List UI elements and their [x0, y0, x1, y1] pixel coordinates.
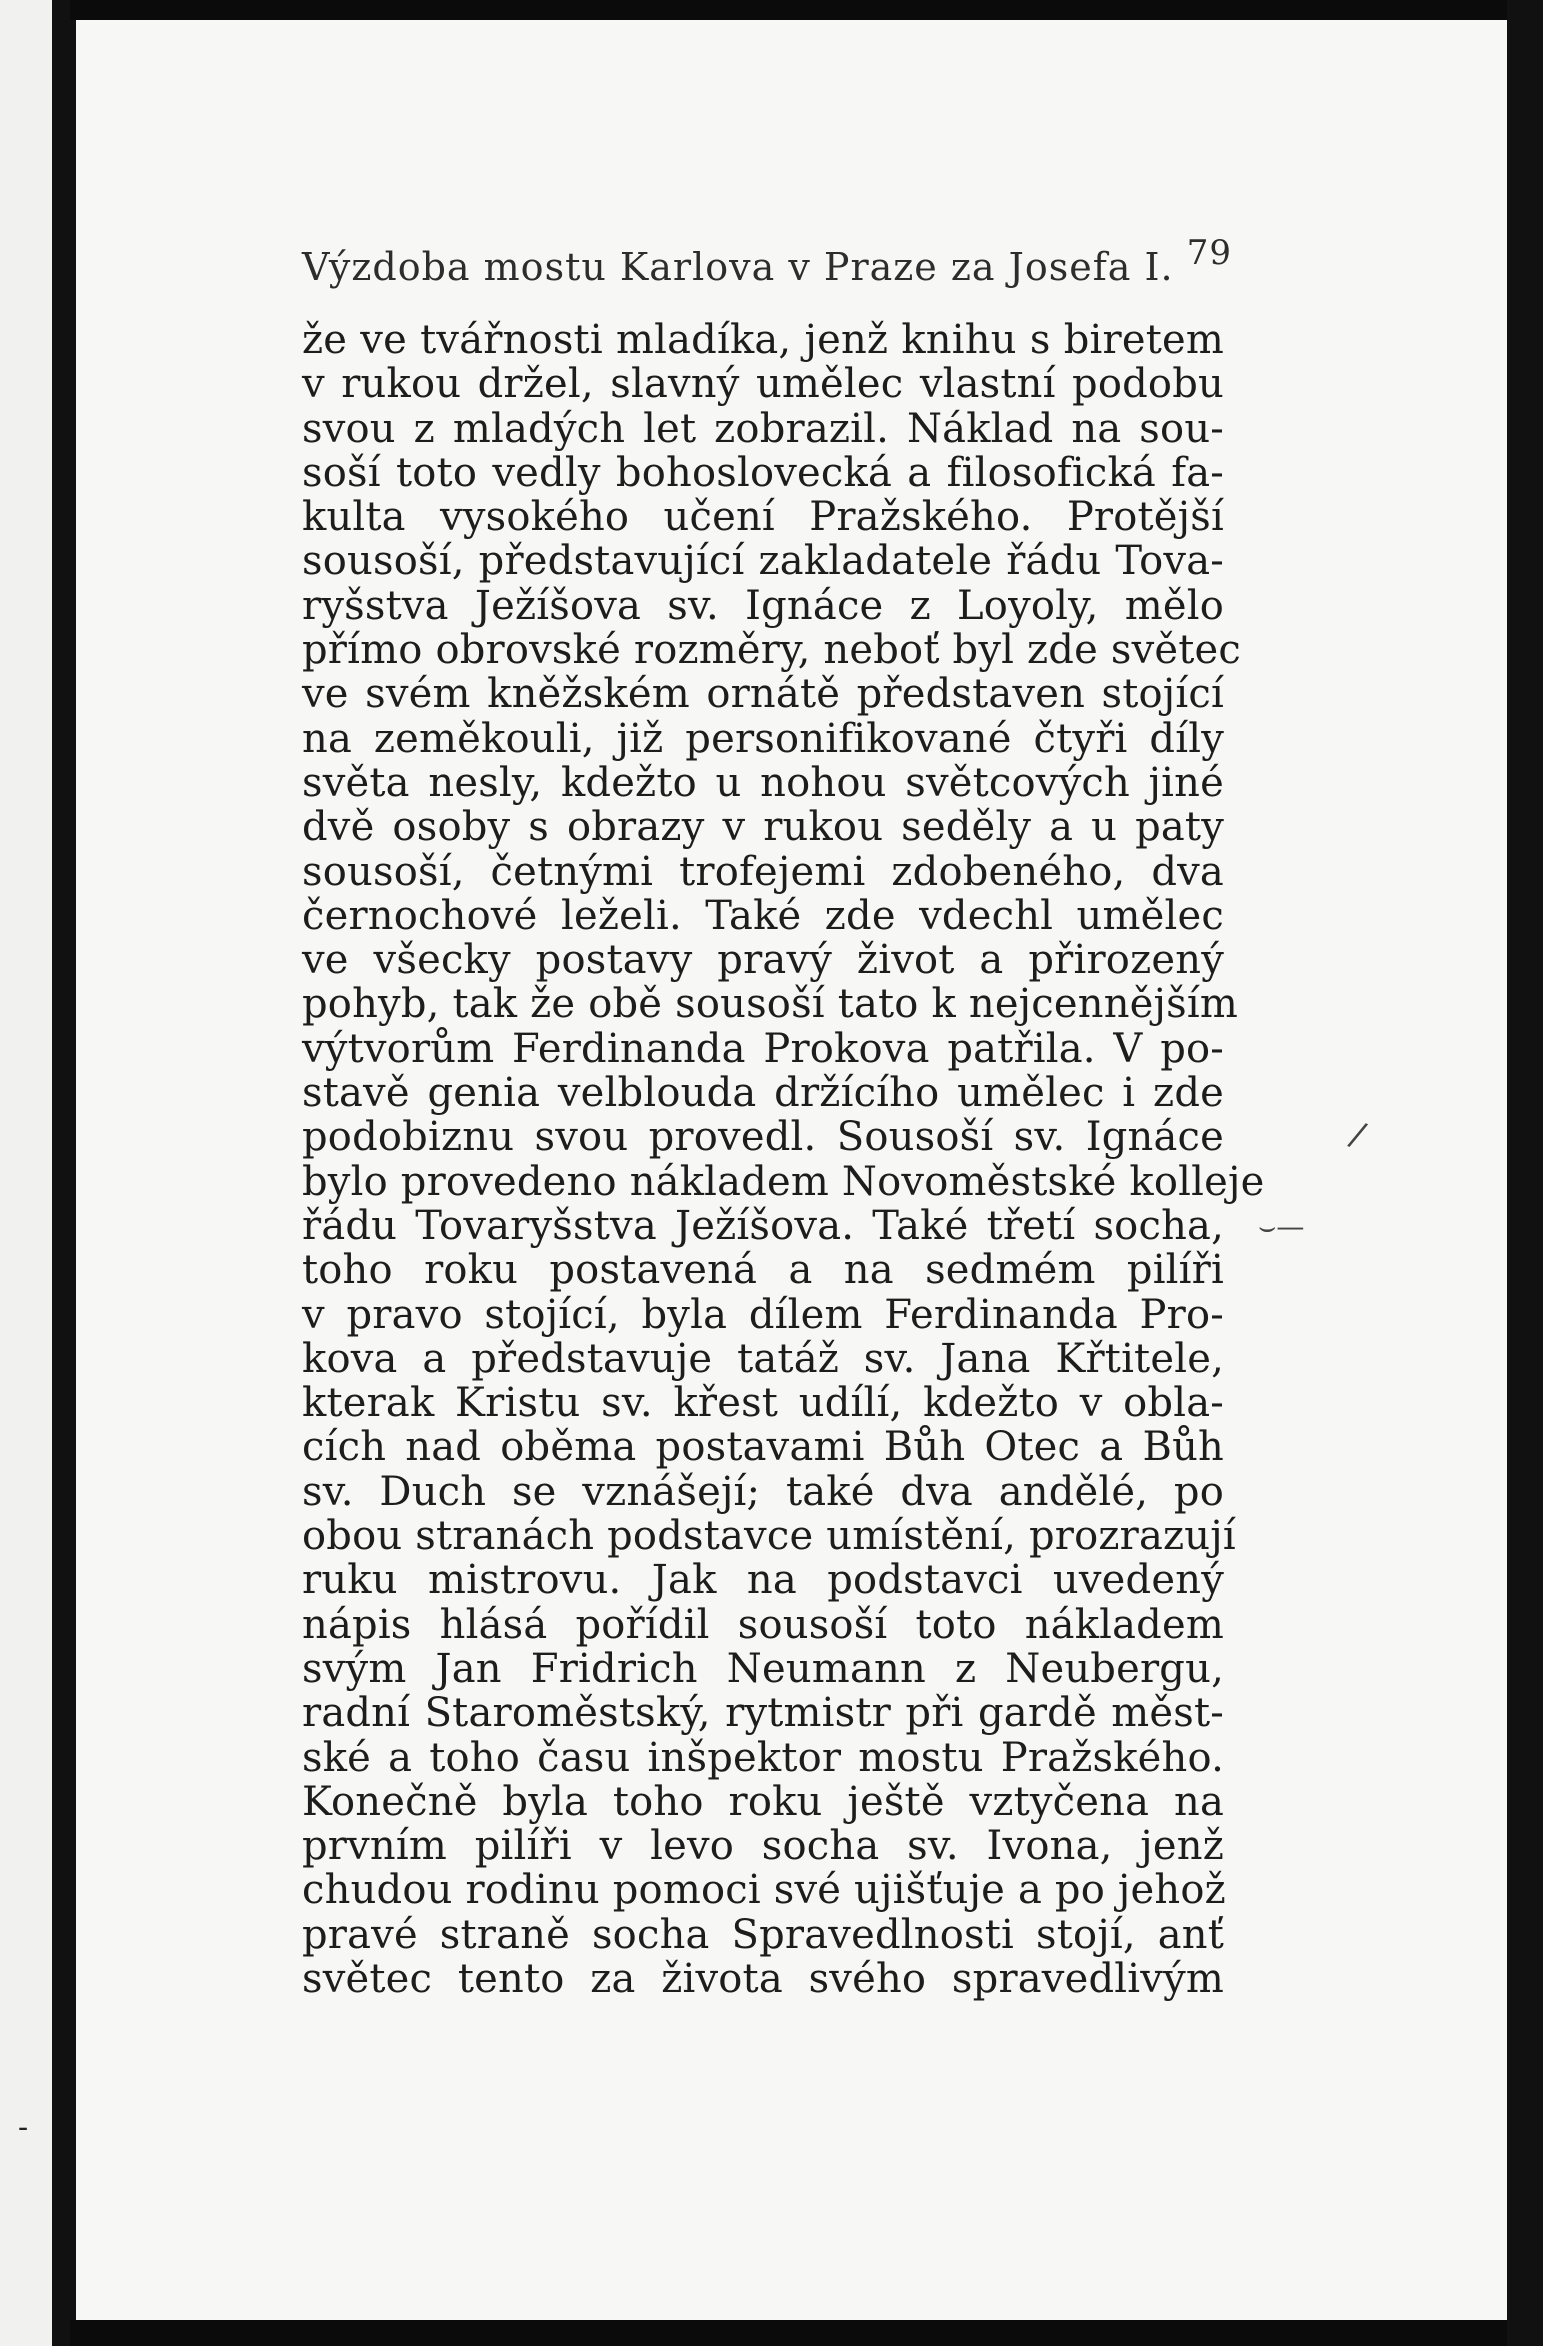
body-text — [302, 317, 1265, 2002]
running-head — [302, 233, 1252, 293]
text-line: kulta vysokého učení Pražského. Protější — [302, 494, 1224, 541]
text-line: kterak Kristu sv. křest udílí, kdežto v obla- — [302, 1380, 1224, 1427]
text-line: dvě osoby s obrazy v rukou seděly a u paty — [302, 804, 1224, 851]
text-line: radní Staroměstský, rytmistr při gardě měst- — [302, 1690, 1224, 1737]
text-line: v rukou držel, slavný umělec vlastní podobu — [302, 361, 1224, 408]
margin-pencil-mark: / — [1344, 1114, 1371, 1156]
text-line: chudou rodinu pomoci své ujišťuje a po jehož — [302, 1867, 1226, 1914]
text-line: v pravo stojící, byla dílem Ferdinanda Pro- — [302, 1291, 1224, 1338]
text-line: cích nad oběma postavami Bůh Otec a Bůh — [302, 1424, 1224, 1471]
text-line: světa nesly, kdežto u nohou světcových jiné — [302, 759, 1224, 806]
text-line: výtvorům Ferdinanda Prokova patřila. V po- — [302, 1025, 1224, 1072]
text-line: stavě genia velblouda držícího umělec i zde — [302, 1070, 1224, 1117]
text-line: řádu Tovaryšstva Ježíšova. Také třetí socha, — [302, 1202, 1224, 1249]
text-line: černochové leželi. Také zde vdechl umělec — [302, 892, 1224, 939]
text-line: kova a představuje tatáž sv. Jana Křtitele, — [302, 1335, 1224, 1382]
text-line: ruku mistrovu. Jak na podstavci uvedený — [302, 1557, 1224, 1604]
margin-pencil-mark: ⌣— — [1258, 1210, 1305, 1243]
page-number: 79 — [1186, 233, 1232, 273]
text-line: že ve tvářnosti mladíka, jenž knihu s biretem — [302, 317, 1224, 363]
edge-mark: ‐ — [18, 2110, 29, 2145]
text-line: Konečně byla toho roku ještě vztyčena na — [302, 1778, 1224, 1825]
text-line: přímo obrovské rozměry, neboť byl zde světec — [302, 627, 1242, 674]
text-line: ské a toho času inšpektor mostu Pražského. — [302, 1734, 1224, 1781]
text-line: sousoší, četnými trofejemi zdobeného, dva — [302, 848, 1224, 895]
text-line: podobiznu svou provedl. Sousoší sv. Ignáce — [302, 1114, 1224, 1161]
text-line: ve všecky postavy pravý život a přirozený — [302, 937, 1224, 984]
text-line: ryšstva Ježíšova sv. Ignáce z Loyoly, mělo — [302, 582, 1224, 629]
text-line: ve svém kněžském ornátě představen stojící — [302, 671, 1224, 718]
text-line: svým Jan Fridrich Neumann z Neubergu, — [302, 1645, 1224, 1692]
text-line: na zeměkouli, již personifikované čtyři díly — [302, 715, 1224, 762]
text-line: nápis hlásá pořídil sousoší toto nákladem — [302, 1601, 1224, 1648]
text-line: svou z mladých let zobrazil. Náklad na sou- — [302, 405, 1224, 452]
text-line: soší toto vedly bohoslovecká a filosofická fa- — [302, 449, 1224, 496]
text-line: pravé straně socha Spravedlnosti stojí, anť — [302, 1911, 1224, 1958]
text-line: světec tento za života svého spravedlivým — [302, 1955, 1224, 2002]
text-line: bylo provedeno nákladem Novoměstské kolleje — [302, 1158, 1265, 1205]
right-page-edge — [1507, 0, 1543, 2346]
text-line: pohyb, tak že obě sousoší tato k nejcennějším — [302, 981, 1239, 1028]
left-page-edge — [0, 0, 70, 2346]
text-line: toho roku postavená a na sedmém pilíři — [302, 1247, 1224, 1294]
running-title: Výzdoba mostu Karlova v Praze za Josefa I. — [302, 245, 1174, 289]
text-line: prvním pilíři v levo socha sv. Ivona, jenž — [302, 1823, 1224, 1870]
text-line: obou stranách podstavce umístění, prozrazují — [302, 1513, 1236, 1560]
text-line: sousoší, představující zakladatele řádu Tova- — [302, 538, 1224, 585]
text-line: sv. Duch se vznášejí; také dva andělé, po — [302, 1468, 1224, 1515]
